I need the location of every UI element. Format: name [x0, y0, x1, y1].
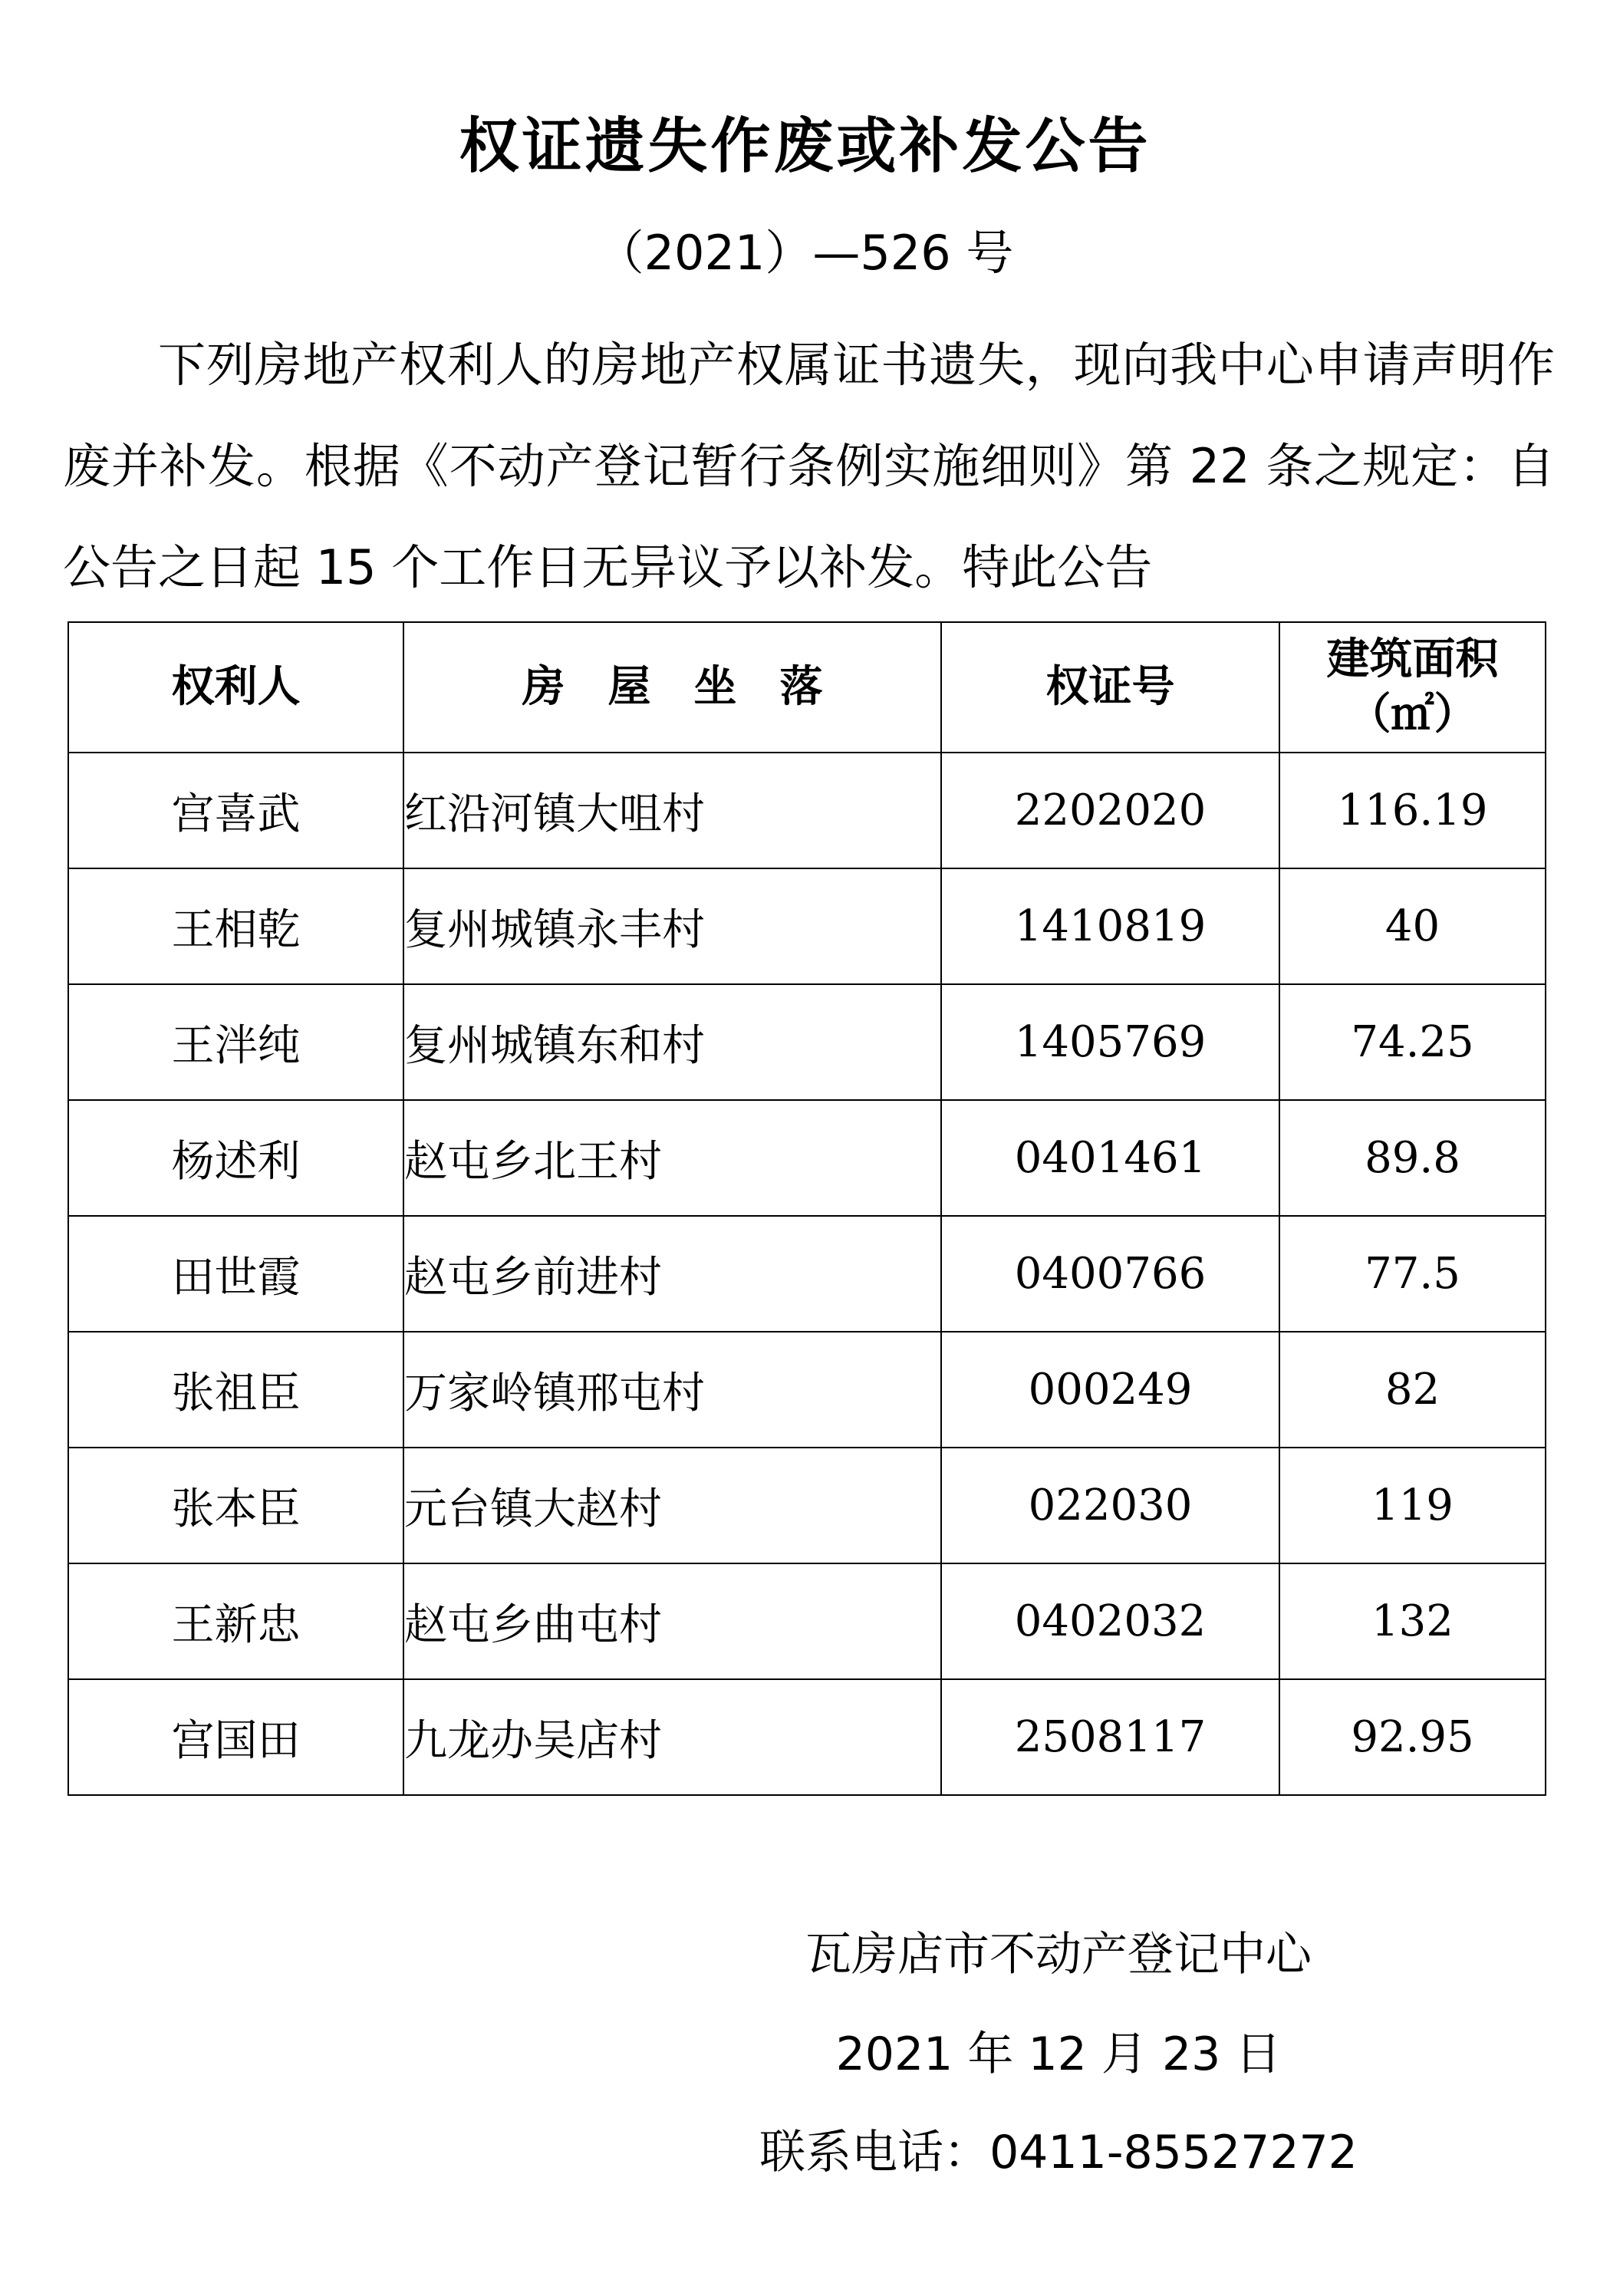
cell-cert-no: 1410819: [941, 868, 1279, 984]
table-row: [68, 868, 1546, 984]
header-area: [1279, 622, 1546, 753]
cell-area: 116.19: [1279, 753, 1546, 868]
table-row: [68, 1100, 1546, 1216]
notice-title: 权证遗失作废或补发公告: [459, 112, 1151, 181]
cell-location: 元台镇大赵村: [403, 1448, 941, 1563]
table-row: [68, 1332, 1546, 1448]
cell-location: 复州城镇东和村: [403, 984, 941, 1100]
header-area-unit: （㎡）: [1348, 690, 1477, 740]
cell-area: 132: [1279, 1563, 1546, 1679]
lost-certificate-table: [67, 621, 1546, 1796]
table-row: [68, 1679, 1546, 1795]
cell-location: 赵屯乡曲屯村: [403, 1563, 941, 1679]
cell-location: 赵屯乡前进村: [403, 1216, 941, 1332]
table-header-row: [68, 622, 1546, 753]
cell-location: 红沿河镇大咀村: [403, 753, 941, 868]
table-row: [68, 984, 1546, 1100]
header-owner: 权利人: [68, 622, 403, 753]
cell-area: 89.8: [1279, 1100, 1546, 1216]
header-location: 房 屋 坐 落: [403, 622, 941, 753]
cell-owner: 宫国田: [68, 1679, 403, 1795]
cell-owner: 王新忠: [68, 1563, 403, 1679]
issue-date: 2021 年 12 月 23 日: [835, 2028, 1282, 2081]
table-row: [68, 753, 1546, 868]
issuer-name: 瓦房店市不动产登记中心: [805, 1928, 1312, 1981]
table-row: [68, 1563, 1546, 1679]
cell-cert-no: 0401461: [941, 1100, 1279, 1216]
cell-area: 74.25: [1279, 984, 1546, 1100]
table-row: [68, 1216, 1546, 1332]
cell-owner: 王相乾: [68, 868, 403, 984]
cell-area: 119: [1279, 1448, 1546, 1563]
cell-location: 九龙办吴店村: [403, 1679, 941, 1795]
cell-owner: 宫喜武: [68, 753, 403, 868]
cell-area: 82: [1279, 1332, 1546, 1448]
cell-owner: 王泮纯: [68, 984, 403, 1100]
cell-cert-no: 0400766: [941, 1216, 1279, 1332]
header-area-label: 建筑面积: [1326, 634, 1499, 684]
cell-cert-no: 022030: [941, 1448, 1279, 1563]
cell-area: 92.95: [1279, 1679, 1546, 1795]
cell-location: 复州城镇永丰村: [403, 868, 941, 984]
contact-phone: 联系电话：0411-85527272: [759, 2126, 1358, 2179]
cell-cert-no: 0402032: [941, 1563, 1279, 1679]
cell-cert-no: 2202020: [941, 753, 1279, 868]
cell-owner: 张祖臣: [68, 1332, 403, 1448]
table-row: [68, 1448, 1546, 1563]
cell-location: 赵屯乡北王村: [403, 1100, 941, 1216]
cell-owner: 张本臣: [68, 1448, 403, 1563]
cell-area: 77.5: [1279, 1216, 1546, 1332]
notice-body: 下列房地产权利人的房地产权属证书遗失，现向我中心申请声明作废并补发。根据《不动产登记暂行条例实施细则》第 22 条之规定：自公告之日起 15 个工作日无异议予以补发。特此公告: [63, 337, 1555, 595]
cell-cert-no: 000249: [941, 1332, 1279, 1448]
header-cert-no: 权证号: [941, 622, 1279, 753]
cell-area: 40: [1279, 868, 1546, 984]
cell-owner: 杨述利: [68, 1100, 403, 1216]
cell-owner: 田世霞: [68, 1216, 403, 1332]
document-number: （2021）—526 号: [596, 225, 1014, 281]
cell-cert-no: 2508117: [941, 1679, 1279, 1795]
cell-cert-no: 1405769: [941, 984, 1279, 1100]
cell-location: 万家岭镇邢屯村: [403, 1332, 941, 1448]
